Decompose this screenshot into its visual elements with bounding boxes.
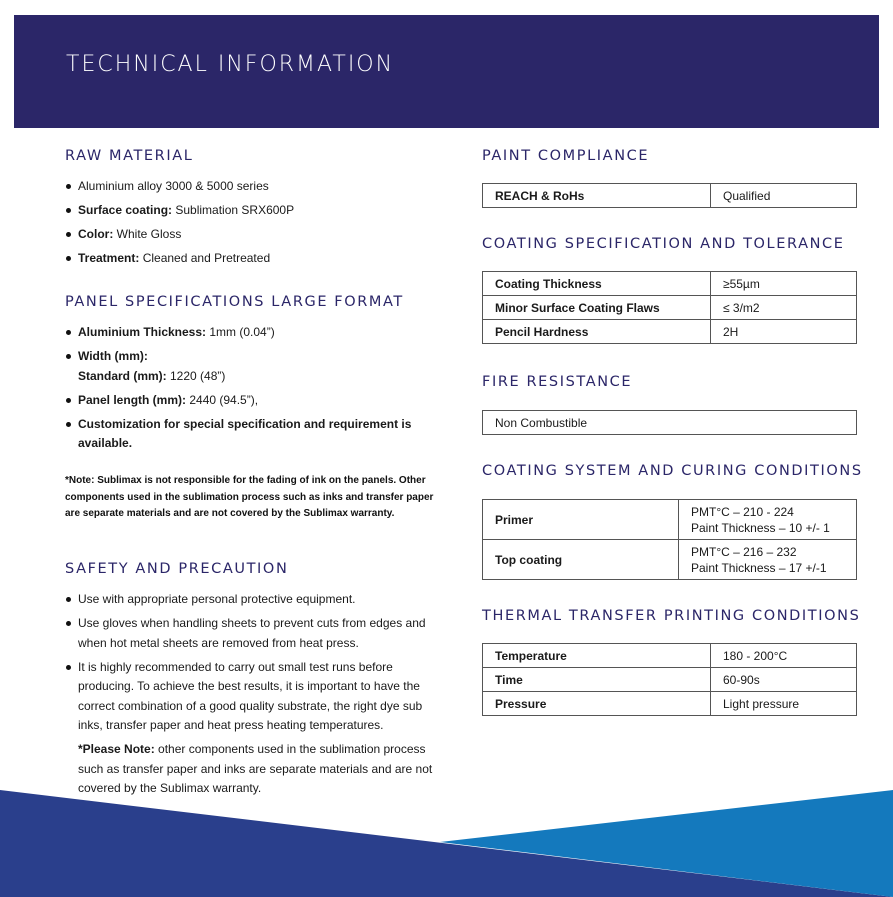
table-cell-key: Temperature xyxy=(483,644,711,668)
table-cell-key: Primer xyxy=(483,500,679,540)
fire-resistance-title: FIRE RESISTANCE xyxy=(482,374,633,390)
footer-wave-decoration xyxy=(0,780,893,897)
table-cell-value: PMT°C – 210 - 224 Paint Thickness – 10 +/- 1 xyxy=(679,500,857,540)
panel-specs-title: PANEL SPECIFICATIONS LARGE FORMAT xyxy=(65,294,404,310)
list-item: Width (mm): Standard (mm): 1220 (48”) xyxy=(65,347,435,386)
table-cell-value: 180 - 200°C xyxy=(711,644,857,668)
table-row xyxy=(483,411,857,435)
table-cell-key: Pencil Hardness xyxy=(483,320,711,344)
table-row xyxy=(483,692,857,716)
list-item: Use gloves when handling sheets to prevent cuts from edges and when hot metal sheets are removed from heat press. xyxy=(65,614,445,653)
table-row xyxy=(483,296,857,320)
please-note: *Please Note: other components used in the sublimation process such as transfer paper and inks are separate materials and are not covered by the Sublimax warranty. xyxy=(78,742,433,795)
list-item: Panel length (mm): 2440 (94.5”), xyxy=(65,391,435,411)
page-title: TECHNICAL INFORMATION xyxy=(66,52,395,77)
disclaimer-note: *Note: Sublimax is not responsible for the fading of ink on the panels. Other components used in the sublimation process such as inks and transfer paper are separate materials and are not covered by the Sublimax warranty. xyxy=(65,475,434,519)
safety-list xyxy=(65,590,445,799)
table-cell-key: REACH & RoHs xyxy=(483,184,711,208)
table-cell-value: 60-90s xyxy=(711,668,857,692)
panel-specs-list xyxy=(65,323,435,458)
list-item: It is highly recommended to carry out small test runs before producing. To achieve the best results, it is important to have the correct combination of a good quality substrate, the right dye sub inks, transfer paper and heat press heating temperatures. xyxy=(65,658,445,736)
list-item: Surface coating: Sublimation SRX600P xyxy=(65,201,445,221)
table-cell-key: Coating Thickness xyxy=(483,272,711,296)
list-item: Use with appropriate personal protective equipment. xyxy=(65,590,445,610)
thermal-transfer-title: THERMAL TRANSFER PRINTING CONDITIONS xyxy=(482,608,861,624)
table-cell-value: ≤ 3/m2 xyxy=(711,296,857,320)
table-row xyxy=(483,500,857,540)
table-cell-key: Pressure xyxy=(483,692,711,716)
table-row xyxy=(483,668,857,692)
thermal-transfer-table xyxy=(482,643,857,716)
table-cell-value: ≥55µm xyxy=(711,272,857,296)
list-item: Aluminium alloy 3000 & 5000 series xyxy=(65,177,445,197)
list-item: Treatment: Cleaned and Pretreated xyxy=(65,249,445,269)
table-row xyxy=(483,184,857,208)
paint-compliance-title: PAINT COMPLIANCE xyxy=(482,148,650,164)
table-row xyxy=(483,320,857,344)
table-row xyxy=(483,272,857,296)
list-item: Color: White Gloss xyxy=(65,225,445,245)
table-cell-value: Non Combustible xyxy=(483,411,857,435)
list-item: Customization for special specification and requirement is available. xyxy=(65,415,435,454)
raw-material-title: RAW MATERIAL xyxy=(65,148,194,164)
safety-title: SAFETY AND PRECAUTION xyxy=(65,561,289,577)
table-cell-value: 2H xyxy=(711,320,857,344)
paint-compliance-table xyxy=(482,183,857,208)
table-row xyxy=(483,644,857,668)
coating-spec-table xyxy=(482,271,857,344)
coating-system-title: COATING SYSTEM AND CURING CONDITIONS xyxy=(482,463,863,479)
raw-material-list xyxy=(65,177,445,273)
coating-spec-title: COATING SPECIFICATION AND TOLERANCE xyxy=(482,236,845,252)
table-cell-key: Top coating xyxy=(483,540,679,580)
table-cell-key: Minor Surface Coating Flaws xyxy=(483,296,711,320)
table-cell-value: PMT°C – 216 – 232 Paint Thickness – 17 +/-1 xyxy=(679,540,857,580)
list-item: Aluminium Thickness: 1mm (0.04”) xyxy=(65,323,435,343)
header-banner xyxy=(14,15,879,128)
table-row xyxy=(483,540,857,580)
table-cell-value: Light pressure xyxy=(711,692,857,716)
coating-system-table xyxy=(482,499,857,580)
table-cell-key: Time xyxy=(483,668,711,692)
table-cell-value: Qualified xyxy=(711,184,857,208)
fire-resistance-table xyxy=(482,410,857,435)
